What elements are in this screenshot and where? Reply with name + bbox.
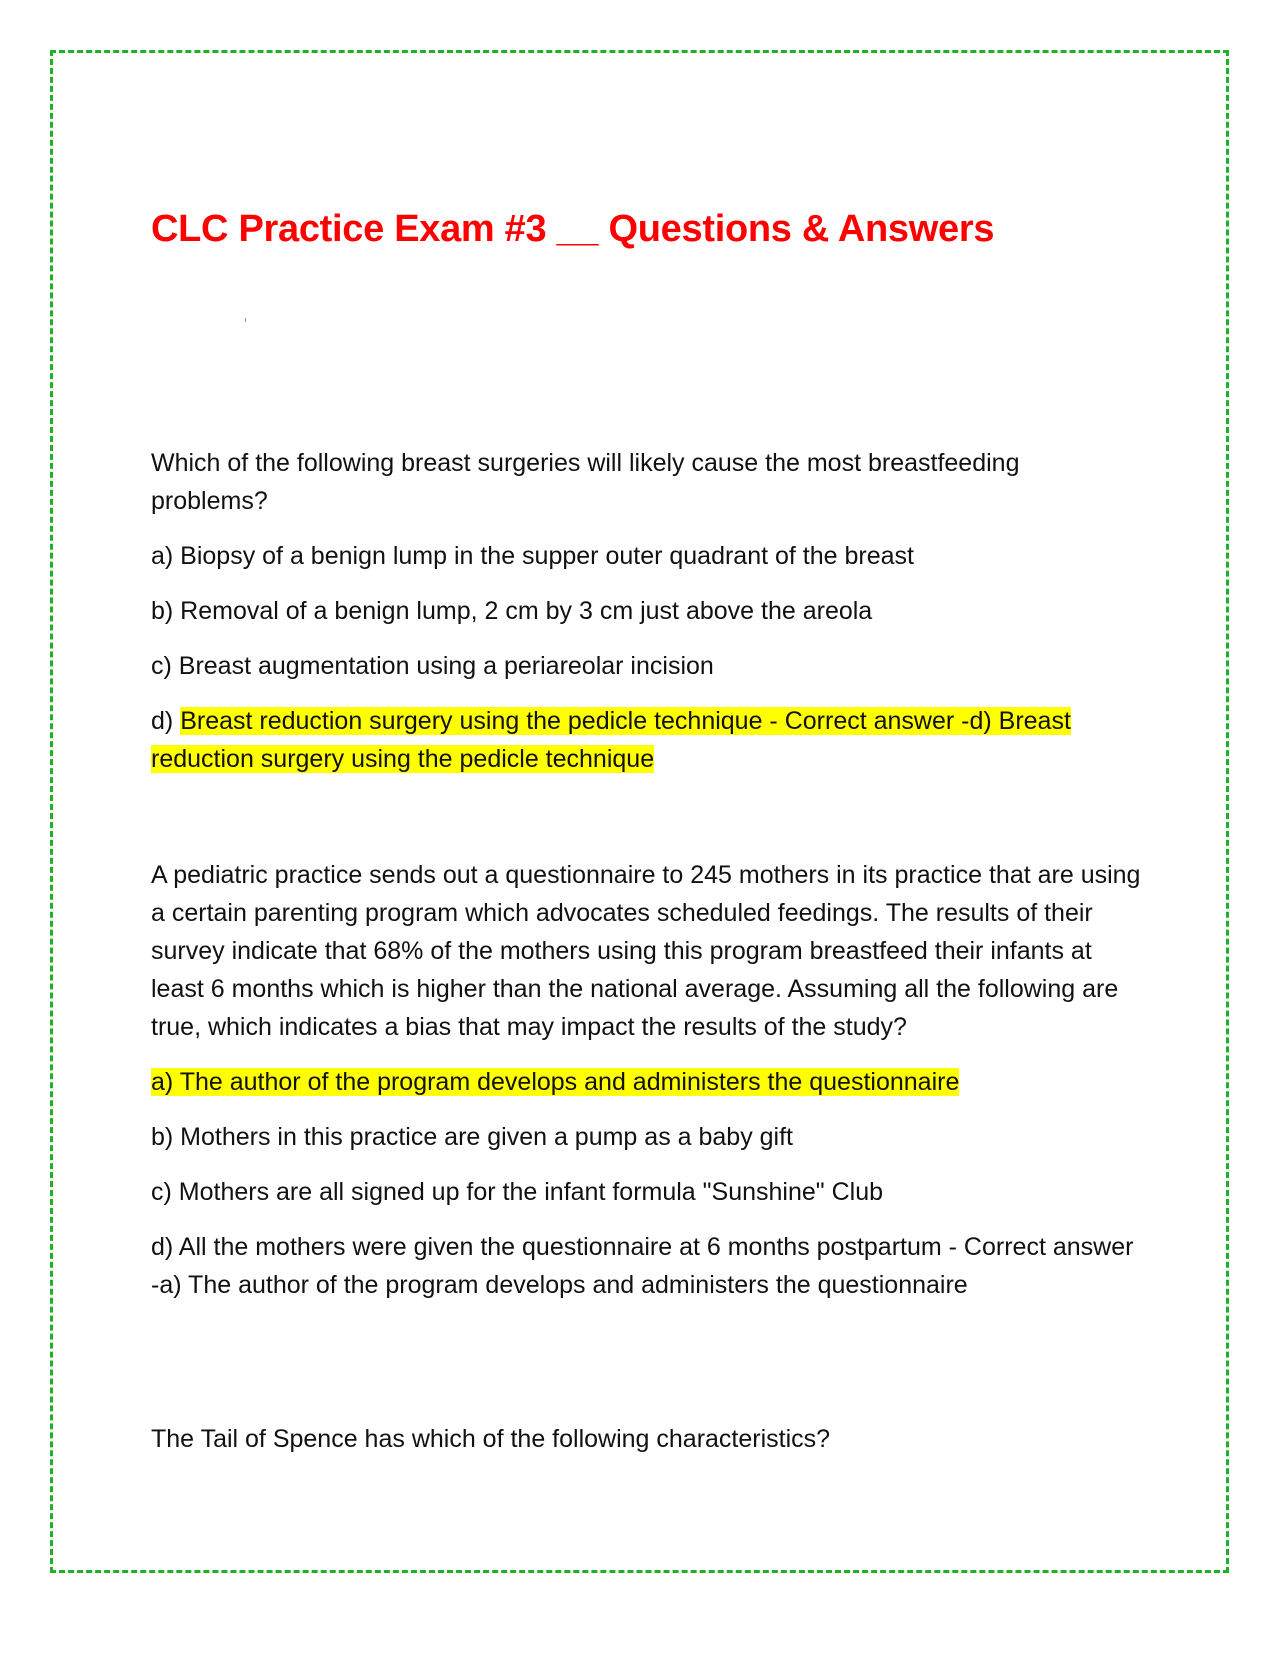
question-2-option-d: d) All the mothers were given the questionnaire at 6 months postpartum - Correct answer -a) The author of the program develops and administers the questionnaire [151, 1233, 1134, 1299]
question-1 [151, 444, 1141, 795]
question-2-option-a [151, 1063, 1141, 1101]
question-1-option-c: c) Breast augmentation using a periareolar incision [151, 652, 714, 680]
question-1-answer-highlight: Breast reduction surgery using the pedicle technique - Correct answer -d) Breast reduction surgery using the pedicle technique [151, 707, 1071, 773]
question-2 [151, 856, 1141, 1321]
question-2-option-b: b) Mothers in this practice are given a pump as a baby gift [151, 1123, 793, 1151]
document-title: CLC Practice Exam #3 __ Questions & Answers [151, 208, 995, 250]
question-1-stem: Which of the following breast surgeries will likely cause the most breastfeeding problems? [151, 449, 1020, 515]
question-1-option-d-prefix: d) [151, 707, 181, 735]
question-3 [151, 1420, 1141, 1475]
question-1-option-a: a) Biopsy of a benign lump in the supper outer quadrant of the breast [151, 542, 914, 570]
question-2-stem: A pediatric practice sends out a questionnaire to 245 mothers in its practice that are using a certain parenting program which advocates scheduled feedings. The results of their survey indicate that 68% of the mothers using this program breastfeed their infants at least 6 months which is higher than the national average. Assuming all the following are true, which indicates a bias that may impact the results of the study? [151, 861, 1141, 1041]
question-2-option-c: c) Mothers are all signed up for the infant formula "Sunshine" Club [151, 1178, 884, 1206]
question-1-option-d [151, 702, 1141, 778]
question-2-answer-highlight: a) The author of the program develops and administers the questionnaire [151, 1068, 960, 1096]
stray-mark [245, 318, 246, 322]
question-1-option-b: b) Removal of a benign lump, 2 cm by 3 cm just above the areola [151, 597, 873, 625]
page-border [50, 50, 1229, 1573]
question-3-stem: The Tail of Spence has which of the following characteristics? [151, 1425, 831, 1453]
